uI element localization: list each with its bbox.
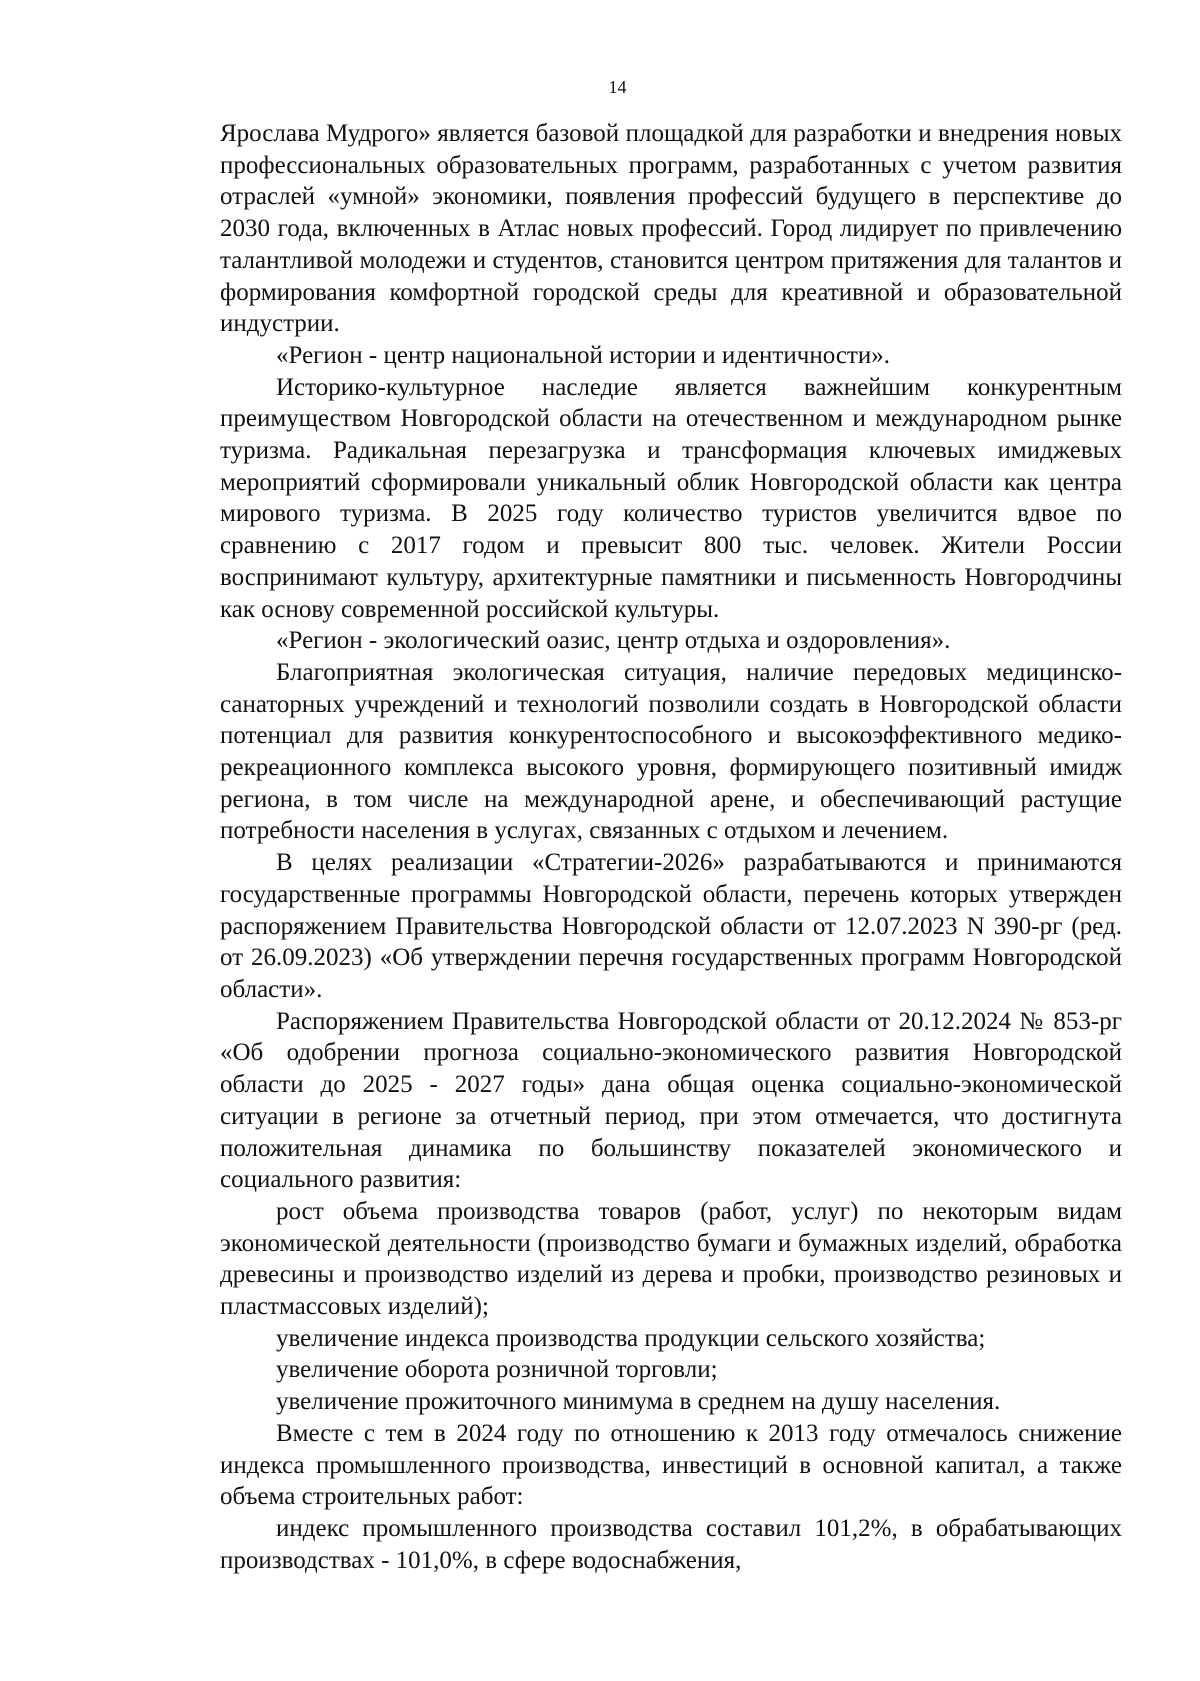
list-item: увеличение оборота розничной торговли; bbox=[276, 1356, 718, 1384]
paragraph: В целях реализации «Стратегии-2026» разрабатываются и принимаются государственные программы Новгородской области, перечень которых утвержден распоряжением Правительства Новгородской области от 12.07.2023 N 390-рг (ред. от 26.09.2023) «Об утверждении перечня государственных программ Новгородской области». bbox=[220, 849, 1122, 1003]
list-item: увеличение индекса производства продукции сельского хозяйства; bbox=[276, 1324, 986, 1352]
page-number: 14 bbox=[608, 77, 627, 97]
paragraph-heading: «Регион - экологический оазис, центр отдыха и оздоровления». bbox=[276, 627, 951, 655]
paragraph-heading: «Регион - центр национальной истории и идентичности». bbox=[276, 341, 890, 369]
paragraph: Ярослава Мудрого» является базовой площадкой для разработки и внедрения новых профессиональных образовательных программ, разработанных с учетом развития отраслей «умной» экономики, появления профессий будущего в перспективе до 2030 года, включенных в Атлас новых профессий. Город лидирует по привлечению талантливой молодежи и студентов, становится центром притяжения для талантов и формирования комфортной городской среды для креативной и образовательной индустрии. bbox=[220, 120, 1122, 338]
paragraph: Распоряжением Правительства Новгородской области от 20.12.2024 № 853-рг «Об одобрении прогноза социально-экономического развития Новгородской области до 2025 - 2027 годы» дана общая оценка социально-экономической ситуации в регионе за отчетный период, при этом отмечается, что достигнута положительная динамика по большинству показателей экономического и социального развития: bbox=[220, 1007, 1122, 1194]
paragraph: Благоприятная экологическая ситуация, наличие передовых медицинско-санаторных учреждений и технологий позволили создать в Новгородской области потенциал для развития конкурентоспособного и высокоэффективного медико-рекреационного комплекса высокого уровня, формирующего позитивный имидж региона, в том числе на международной арене, и обеспечивающий растущие потребности населения в услугах, связанных с отдыхом и лечением. bbox=[220, 658, 1122, 845]
paragraph: Историко-культурное наследие является важнейшим конкурентным преимуществом Новгородской области на отечественном и международном рынке туризма. Радикальная перезагрузка и трансформация ключевых имиджевых мероприятий сформировали уникальный облик Новгородской области как центра мирового туризма. В 2025 году количество туристов увеличится вдвое по сравнению с 2017 годом и превысит 800 тыс. человек. Жители России воспринимают культуру, архитектурные памятники и письменность Новгородчины как основу современной российской культуры. bbox=[220, 373, 1122, 623]
list-item: индекс промышленного производства составил 101,2%, в обрабатывающих производствах - 101,0%, в сфере водоснабжения, bbox=[220, 1514, 1122, 1574]
document-body bbox=[220, 118, 1122, 1576]
list-item: увеличение прожиточного минимума в среднем на душу населения. bbox=[276, 1388, 1001, 1416]
paragraph: Вместе с тем в 2024 году по отношению к 2013 году отмечалось снижение индекса промышленного производства, инвестиций в основной капитал, а также объема строительных работ: bbox=[220, 1419, 1122, 1511]
list-item: рост объема производства товаров (работ, услуг) по некоторым видам экономической деятельности (производство бумаги и бумажных изделий, обработка древесины и производство изделий из дерева и пробки, производство резиновых и пластмассовых изделий); bbox=[220, 1197, 1122, 1321]
